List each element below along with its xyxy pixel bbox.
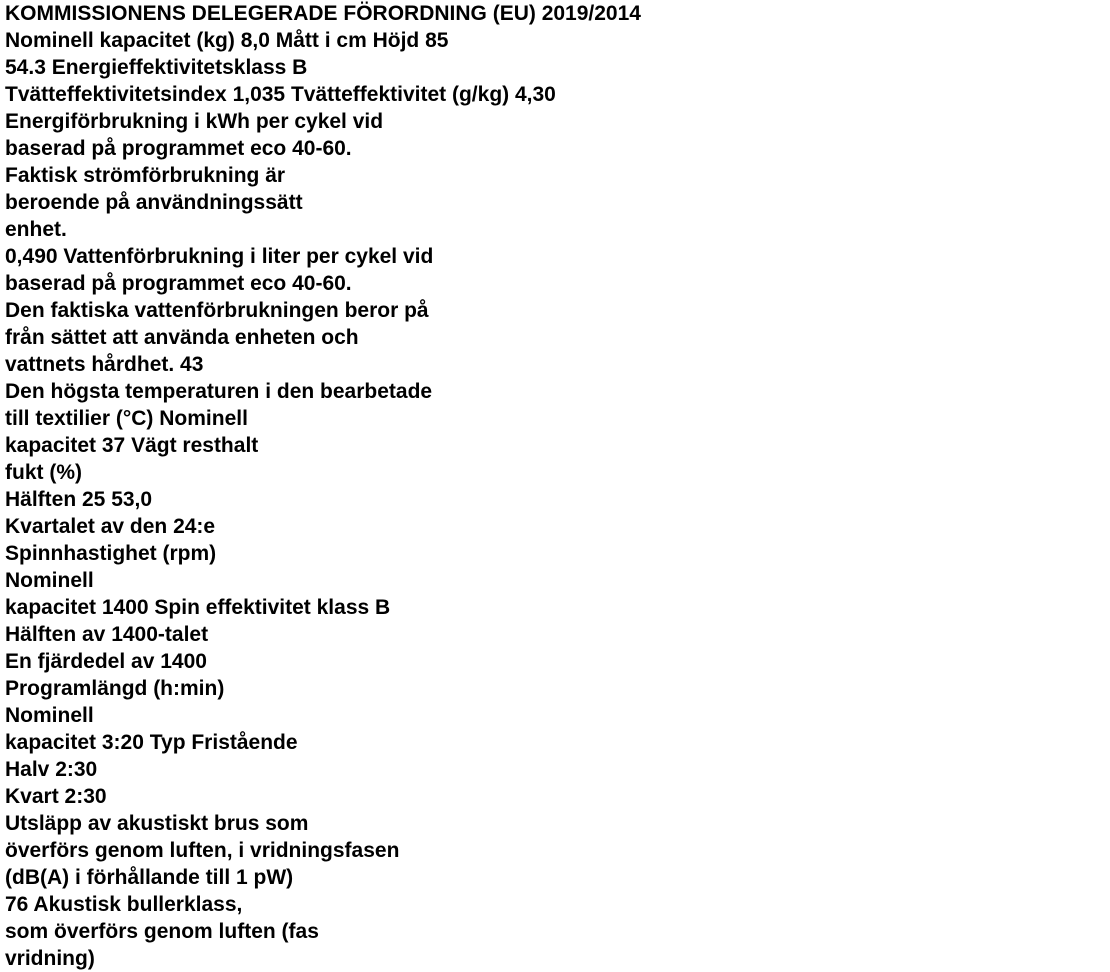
text-line: baserad på programmet eco 40-60.	[5, 137, 352, 160]
text-line: från sättet att använda enheten och	[5, 326, 359, 349]
text-line: Hälften 25 53,0	[5, 488, 153, 511]
document-title: KOMMISSIONENS DELEGERADE FÖRORDNING (EU) 2019/2014	[5, 2, 641, 25]
text-line: beroende på användningssätt	[5, 191, 303, 214]
text-line: som överförs genom luften (fas	[5, 920, 319, 943]
text-line: Hälften av 1400-talet	[5, 623, 209, 646]
text-line: kapacitet 1400 Spin effektivitet klass B	[5, 596, 391, 619]
text-line: Energiförbrukning i kWh per cykel vid	[5, 110, 384, 133]
text-line: Nominell kapacitet (kg) 8,0 Mått i cm Höjd 85	[5, 29, 449, 52]
text-line: överförs genom luften, i vridningsfasen	[5, 839, 400, 862]
text-line: kapacitet 3:20 Typ Fristående	[5, 731, 298, 754]
text-line: Den faktiska vattenförbrukningen beror på	[5, 299, 429, 322]
text-line: Den högsta temperaturen i den bearbetade	[5, 380, 433, 403]
text-line: vattnets hårdhet. 43	[5, 353, 204, 376]
text-line: Halv 2:30	[5, 758, 98, 781]
text-line: baserad på programmet eco 40-60.	[5, 272, 352, 295]
text-line: 76 Akustisk bullerklass,	[5, 893, 243, 916]
text-line: enhet.	[5, 218, 67, 241]
text-line: En fjärdedel av 1400	[5, 650, 207, 673]
text-line: Programlängd (h:min)	[5, 677, 225, 700]
text-line: Faktisk strömförbrukning är	[5, 164, 286, 187]
text-line: Kvartalet av den 24:e	[5, 515, 216, 538]
text-line: (dB(A) i förhållande till 1 pW)	[5, 866, 294, 889]
text-line: Kvart 2:30	[5, 785, 107, 808]
text-line: fukt (%)	[5, 461, 82, 484]
text-line: Spinnhastighet (rpm)	[5, 542, 217, 565]
text-line: Nominell	[5, 704, 94, 727]
text-line: 0,490 Vattenförbrukning i liter per cykel vid	[5, 245, 434, 268]
text-line: kapacitet 37 Vägt resthalt	[5, 434, 259, 457]
document-body	[5, 0, 1105, 972]
text-line: vridning)	[5, 947, 95, 970]
text-line: Tvätteffektivitetsindex 1,035 Tvätteffektivitet (g/kg) 4,30	[5, 83, 556, 106]
text-line: 54.3 Energieffektivitetsklass B	[5, 56, 308, 79]
text-line: till textilier (°C) Nominell	[5, 407, 248, 430]
text-line: Nominell	[5, 569, 94, 592]
text-line: Utsläpp av akustiskt brus som	[5, 812, 309, 835]
